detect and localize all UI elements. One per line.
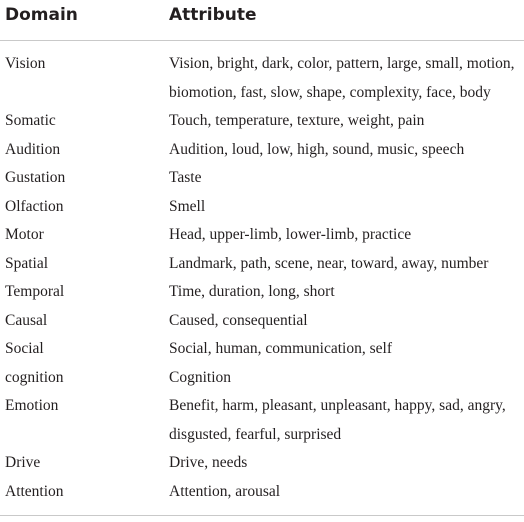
attribute-cell: Benefit, harm, pleasant, unpleasant, happy, sad, angry, — [169, 397, 506, 414]
attribute-cell: Landmark, path, scene, near, toward, away, number — [169, 254, 489, 272]
table-row — [0, 164, 524, 193]
table-row — [0, 364, 524, 393]
attribute-cell: Vision, bright, dark, color, pattern, large, small, motion, — [169, 55, 515, 72]
domain-cell: cognition — [5, 368, 64, 386]
attribute-cell: disgusted, fearful, surprised — [169, 425, 342, 443]
domain-cell: Social — [5, 340, 44, 357]
table-row — [0, 278, 524, 307]
domain-cell: Causal — [5, 311, 48, 329]
attribute-cell: Cognition — [169, 368, 232, 386]
domain-cell: Olfaction — [5, 197, 64, 215]
table-row — [0, 307, 524, 336]
header-domain: Domain — [5, 5, 78, 25]
domain-cell: Attention — [5, 482, 64, 500]
attribute-cell: Caused, consequential — [169, 311, 308, 329]
domain-cell: Audition — [5, 140, 61, 158]
attribute-cell: Smell — [169, 197, 206, 215]
table-row — [0, 449, 524, 478]
attribute-cell: Drive, needs — [169, 454, 248, 471]
domain-cell: Gustation — [5, 169, 66, 186]
domain-cell: Somatic — [5, 112, 56, 129]
table-row — [0, 478, 524, 507]
domain-cell: Spatial — [5, 254, 49, 272]
attribute-cell: Taste — [169, 169, 202, 186]
table-row — [0, 335, 524, 364]
table-bottom-divider — [0, 515, 524, 516]
attribute-cell: Audition, loud, low, high, sound, music, speech — [169, 140, 465, 158]
attribute-cell: Touch, temperature, texture, weight, pain — [169, 112, 425, 129]
table-row — [0, 193, 524, 222]
table-row — [0, 107, 524, 136]
header-attribute: Attribute — [169, 5, 257, 25]
table-row — [0, 221, 524, 250]
domain-cell: Temporal — [5, 283, 65, 300]
domain-cell: Emotion — [5, 397, 59, 414]
domain-cell: Vision — [5, 55, 46, 72]
domain-cell: Drive — [5, 454, 41, 471]
table-row — [0, 50, 524, 107]
table-row — [0, 392, 524, 449]
attribute-cell: biomotion, fast, slow, shape, complexity, face, body — [169, 83, 491, 101]
table-row — [0, 136, 524, 165]
attribute-cell: Social, human, communication, self — [169, 340, 392, 357]
header-divider — [0, 40, 524, 41]
table-header — [0, 0, 524, 40]
attribute-cell: Head, upper-limb, lower-limb, practice — [169, 226, 412, 243]
attribute-cell: Time, duration, long, short — [169, 283, 335, 300]
attribute-cell: Attention, arousal — [169, 482, 281, 500]
table-row — [0, 250, 524, 279]
domain-cell: Motor — [5, 226, 44, 243]
